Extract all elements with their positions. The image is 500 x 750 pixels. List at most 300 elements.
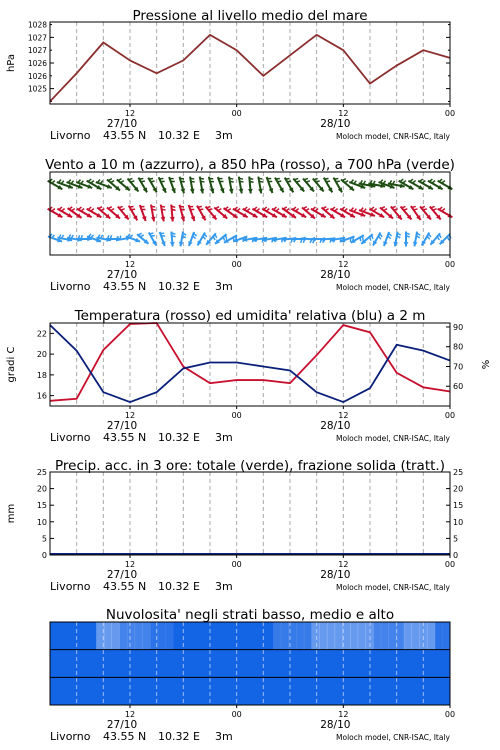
wind-arrow-barb: [78, 180, 81, 183]
wind-arrow-barb: [403, 181, 406, 184]
wind-arrow-barb: [383, 181, 386, 184]
wind-arrow: [383, 232, 391, 246]
wind-arrow-barb: [52, 209, 55, 212]
x-tick-label: 00: [444, 710, 456, 719]
wind-arrow-barb: [203, 236, 206, 239]
y-tick-label: 0: [41, 551, 47, 560]
cloud-cell: [327, 622, 335, 650]
location-alt: 3m: [215, 431, 233, 444]
wind-arrow-barb: [78, 207, 81, 210]
wind-arrow: [267, 177, 274, 193]
wind-arrow-barb: [108, 179, 111, 181]
wind-arrow-barb: [71, 209, 74, 211]
wind-arrow-barb: [380, 180, 383, 183]
wind-arrow-barb: [139, 178, 143, 179]
wind-arrow-barb: [259, 181, 263, 182]
wind-arrow-barb: [410, 179, 413, 182]
y-tick-label: 18: [36, 370, 47, 380]
wind-arrow-barb: [161, 206, 165, 207]
wind-arrow-barb: [162, 209, 166, 210]
cloud-cell: [296, 622, 304, 650]
wind-arrow-barb: [204, 234, 207, 237]
wind-arrow: [198, 233, 207, 246]
wind-arrow-barb: [254, 207, 257, 210]
x-tick-label: 12: [124, 109, 136, 118]
wind-arrow-barb: [141, 181, 145, 182]
location-name: Livorno: [50, 280, 91, 293]
wind-arrow: [170, 205, 176, 222]
wind-arrow-barb: [325, 178, 329, 179]
wind-arrow-barb: [68, 180, 71, 183]
wind-arrow-barb: [152, 209, 156, 210]
wind-arrow-barb: [59, 207, 62, 210]
wind-arrow-barb: [439, 234, 441, 237]
location-name: Livorno: [50, 129, 91, 142]
wind-arrow-barb: [276, 209, 279, 212]
model-credit: Moloch model, CNR-ISAC, Italy: [336, 132, 450, 141]
x-tick-label: 12: [338, 260, 349, 269]
wind-arrow-barb: [52, 181, 55, 184]
model-credit: Moloch model, CNR-ISAC, Italy: [336, 733, 450, 742]
wind-arrow-barb: [237, 209, 240, 212]
wind-arrow-barb: [190, 178, 194, 179]
wind-arrow-barb: [345, 181, 348, 183]
wind-arrow-barb: [61, 181, 64, 184]
cloud-cell: [165, 622, 173, 650]
location-lon: 10.32 E: [158, 431, 200, 444]
wind-arrow-barb: [380, 234, 383, 237]
wind-arrow-barb: [381, 207, 384, 209]
wind-arrow-barb: [429, 179, 432, 182]
x-tick-label: 12: [124, 710, 136, 719]
y-tick-label-right: 25: [453, 468, 464, 477]
x-date-label: 27/10: [106, 118, 138, 130]
location-lat: 43.55 N: [103, 580, 147, 593]
wind-arrow-barb: [172, 236, 176, 237]
wind-arrow-barb: [193, 236, 196, 239]
y-tick-label: 10: [36, 517, 47, 527]
wind-arrow-head: [248, 189, 253, 194]
wind-arrow-barb: [120, 236, 121, 240]
cloud-cell: [281, 622, 289, 650]
wind-arrow: [258, 177, 263, 194]
cloud-cell: [273, 622, 281, 650]
wind-arrow-head: [170, 217, 175, 222]
wind-arrow-barb: [413, 181, 416, 184]
x-tick-label: 12: [338, 560, 349, 569]
location-lon: 10.32 E: [158, 730, 200, 743]
wind-arrow: [179, 232, 186, 247]
wind-arrow-barb: [88, 234, 91, 237]
wind-arrow-barb: [216, 207, 219, 209]
x-date-label: 27/10: [106, 269, 138, 281]
wind-arrow: [139, 178, 148, 193]
wind-arrow-barb: [215, 234, 217, 237]
wind-arrow-barb: [227, 209, 230, 211]
cloud-cell: [388, 622, 396, 650]
wind-arrow: [209, 177, 215, 193]
wind-arrow: [401, 206, 412, 219]
y-tick-label: 1027: [27, 33, 47, 43]
y-axis-label: gradi C: [6, 346, 17, 383]
location-name: Livorno: [50, 580, 91, 593]
location-alt: 3m: [215, 730, 233, 743]
wind-arrow: [180, 205, 186, 221]
x-tick-label: 00: [231, 560, 242, 569]
wind-arrow-barb: [230, 181, 234, 182]
wind-arrow-barb: [370, 237, 371, 241]
y-tick-label: 25: [36, 468, 47, 477]
cloud-cell: [304, 622, 312, 650]
wind-arrow-barb: [388, 236, 391, 239]
cloud-cell: [319, 622, 327, 650]
wind-arrow-barb: [249, 178, 253, 179]
wind-arrow: [218, 177, 225, 193]
wind-arrow: [197, 206, 206, 221]
wind-arrow-barb: [151, 181, 155, 182]
wind-arrow-barb: [140, 235, 143, 237]
x-tick-label: 00: [231, 260, 242, 269]
wind-arrow-barb: [427, 236, 430, 239]
y-axis-label: mm: [6, 503, 17, 524]
wind-arrow: [169, 177, 176, 193]
wind-arrow-barb: [149, 178, 153, 179]
wind-arrow-barb: [100, 181, 103, 184]
wind-arrow-barb: [225, 207, 228, 209]
location-lon: 10.32 E: [158, 580, 200, 593]
x-tick-label: 12: [338, 411, 349, 420]
y-tick-label-right: 20: [453, 484, 464, 494]
wind-arrow-barb: [244, 207, 247, 210]
wind-arrow-barb: [442, 209, 445, 212]
wind-arrow-barb: [88, 207, 91, 210]
wind-arrow-barb: [52, 235, 55, 238]
wind-arrow-barb: [433, 209, 437, 210]
y-axis-label-right: %: [481, 359, 492, 370]
cloud-cell: [350, 622, 358, 650]
wind-arrow-barb: [412, 206, 416, 207]
location-lat: 43.55 N: [103, 129, 147, 142]
wind-arrow-barb: [199, 209, 203, 210]
model-credit: Moloch model, CNR-ISAC, Italy: [336, 583, 450, 592]
wind-arrow-barb: [294, 178, 298, 179]
cloud-cell: [104, 622, 112, 650]
model-credit: Moloch model, CNR-ISAC, Italy: [336, 283, 450, 292]
wind-arrow-barb: [276, 178, 280, 179]
wind-arrow-barb: [277, 181, 281, 182]
wind-arrow-barb: [69, 207, 72, 209]
wind-arrow-barb: [273, 207, 276, 210]
wind-arrow-head: [170, 242, 175, 247]
y-tick-label-right: 10: [453, 517, 464, 527]
wind-arrow-barb: [191, 181, 195, 182]
wind-arrow-barb: [218, 209, 221, 211]
wind-arrow-barb: [239, 178, 243, 179]
wind-arrow: [373, 233, 382, 246]
x-tick-label: 12: [124, 411, 136, 420]
y-tick-label-right: 0: [453, 551, 459, 560]
wind-arrow-barb: [286, 178, 290, 179]
wind-arrow-barb: [342, 179, 345, 181]
wind-arrow-barb: [354, 181, 357, 184]
cloud-cell: [142, 622, 150, 650]
wind-arrow-barb: [296, 209, 299, 212]
wind-arrow-barb: [131, 181, 135, 182]
wind-arrow-barb: [198, 206, 202, 207]
wind-arrow-barb: [432, 181, 435, 184]
wind-arrow-barb: [447, 237, 449, 241]
wind-arrow-barb: [378, 236, 381, 239]
wind-arrow: [159, 177, 167, 192]
wind-arrow-barb: [250, 181, 254, 182]
panel-title: Precip. acc. in 3 ore: totale (verde), frazione solida (tratt.): [55, 458, 445, 474]
y-tick-label: 16: [36, 391, 47, 401]
y-axis-label: hPa: [6, 53, 17, 73]
x-tick-label: 00: [231, 411, 242, 420]
wind-arrow: [140, 205, 147, 221]
y-tick-label: 1027: [27, 46, 47, 56]
model-credit: Moloch model, CNR-ISAC, Italy: [336, 434, 450, 443]
wind-arrow: [161, 205, 166, 222]
wind-arrow-barb: [150, 233, 154, 234]
wind-arrow-barb: [257, 209, 260, 212]
wind-arrow-barb: [119, 206, 123, 207]
wind-arrow: [420, 206, 431, 219]
wind-arrow-barb: [108, 207, 111, 209]
wind-arrow: [248, 177, 254, 194]
y-tick-label-right: 80: [453, 342, 464, 352]
wind-arrow-barb: [58, 180, 61, 183]
panel-title: Vento a 10 m (azzurro), a 850 hPa (rosso), a 700 hPa (verde): [45, 157, 455, 173]
wind-arrow-barb: [151, 206, 155, 207]
cloud-cell: [112, 622, 120, 650]
x-tick-label: 00: [444, 260, 456, 269]
y-tick-label-right: 15: [453, 501, 464, 511]
x-tick-label: 12: [124, 560, 136, 569]
cloud-cell: [335, 622, 343, 650]
wind-arrow-barb: [420, 179, 423, 182]
wind-arrow-barb: [200, 178, 204, 179]
wind-arrow-barb: [172, 209, 176, 210]
location-alt: 3m: [215, 280, 233, 293]
wind-arrow: [275, 178, 284, 193]
wind-arrow-barb: [111, 209, 114, 211]
location-alt: 3m: [215, 580, 233, 593]
y-tick-label: 5: [41, 534, 47, 544]
wind-arrow: [200, 177, 205, 194]
wind-arrow-barb: [225, 235, 226, 239]
x-tick-label: 12: [338, 710, 349, 719]
wind-arrow-barb: [389, 233, 392, 236]
wind-arrow: [188, 232, 196, 246]
cloud-cell: [435, 622, 443, 650]
y-tick-label: 1026: [27, 71, 47, 81]
x-tick-label: 00: [444, 109, 456, 118]
wind-arrow-barb: [213, 236, 215, 239]
wind-arrow-barb: [71, 181, 74, 184]
cloud-cell: [365, 622, 373, 650]
wind-arrow-barb: [363, 209, 366, 212]
location-alt: 3m: [215, 129, 233, 142]
wind-arrow-barb: [442, 181, 445, 184]
wind-arrow-barb: [171, 206, 175, 207]
cloud-cell: [358, 622, 366, 650]
wind-arrow-barb: [118, 179, 121, 181]
wind-arrow-barb: [392, 206, 396, 207]
wind-arrow-barb: [312, 207, 315, 210]
x-tick-label: 12: [124, 260, 136, 269]
wind-arrow-barb: [371, 207, 374, 210]
wind-arrow-barb: [151, 236, 155, 237]
wind-arrow-barb: [264, 207, 267, 210]
wind-arrow-barb: [335, 209, 338, 212]
wind-arrow-barb: [315, 209, 318, 212]
cloud-cell: [427, 622, 435, 650]
wind-arrow-barb: [437, 236, 439, 239]
wind-arrow-barb: [323, 207, 326, 209]
wind-arrow-barb: [223, 237, 224, 241]
wind-arrow: [313, 178, 324, 191]
location-lat: 43.55 N: [103, 280, 147, 293]
wind-arrow-barb: [306, 181, 310, 182]
wind-arrow-barb: [130, 206, 134, 207]
location-lon: 10.32 E: [158, 129, 200, 142]
wind-arrow: [239, 177, 244, 194]
wind-arrow-barb: [439, 179, 442, 182]
wind-arrow-barb: [431, 206, 435, 207]
wind-arrow: [413, 232, 420, 247]
x-date-label: 28/10: [320, 719, 351, 731]
wind-arrow-barb: [332, 207, 335, 210]
wind-arrow-barb: [344, 209, 347, 212]
wind-arrow-barb: [400, 179, 403, 182]
x-date-label: 28/10: [320, 569, 351, 581]
location-lon: 10.32 E: [158, 280, 200, 293]
wind-arrow-barb: [351, 208, 354, 211]
y-tick-label-right: 90: [453, 322, 464, 332]
x-date-label: 27/10: [106, 420, 138, 432]
wind-arrow-barb: [91, 235, 94, 238]
wind-arrow-barb: [303, 207, 306, 209]
wind-arrow-barb: [421, 206, 425, 207]
wind-arrow-barb: [81, 209, 84, 212]
wind-arrow-barb: [194, 233, 197, 236]
x-tick-label: 00: [231, 109, 242, 118]
wind-arrow-barb: [209, 209, 213, 210]
temperature-line: [50, 323, 450, 401]
wind-arrow-barb: [129, 178, 133, 179]
wind-arrow-barb: [414, 209, 418, 210]
x-tick-label: 00: [444, 560, 456, 569]
wind-arrow-barb: [62, 209, 65, 212]
cloud-cell: [312, 622, 320, 650]
wind-arrow-head: [404, 242, 409, 246]
wind-arrow-barb: [336, 181, 340, 182]
x-date-label: 27/10: [106, 569, 138, 581]
wind-arrow-barb: [287, 181, 291, 182]
wind-arrow-barb: [374, 209, 377, 212]
wind-arrow-barb: [121, 209, 125, 210]
wind-arrow-barb: [99, 207, 102, 209]
wind-arrow-barb: [117, 236, 118, 240]
wind-arrow-barb: [361, 208, 364, 211]
x-tick-label: 00: [444, 411, 456, 420]
x-tick-label: 00: [231, 710, 242, 719]
wind-arrow-barb: [351, 180, 354, 183]
wind-arrow-barb: [91, 181, 94, 184]
wind-arrow-barb: [360, 237, 361, 241]
wind-arrow-barb: [240, 181, 244, 182]
wind-arrow-barb: [171, 233, 175, 234]
wind-arrow: [404, 232, 410, 247]
panel-title: Pressione al livello medio del mare: [132, 8, 368, 24]
wind-arrow-barb: [111, 181, 114, 183]
wind-arrow-barb: [131, 209, 135, 210]
y-tick-label-right: 70: [453, 362, 464, 372]
cloud-cell: [158, 622, 166, 650]
wind-arrow: [190, 177, 195, 194]
wind-arrow: [137, 233, 148, 244]
wind-arrow-barb: [404, 209, 408, 210]
y-tick-label: 1026: [27, 59, 47, 68]
x-tick-label: 12: [338, 109, 349, 118]
wind-arrow: [334, 178, 343, 193]
y-tick-label: 20: [36, 484, 47, 494]
location-lat: 43.55 N: [103, 431, 147, 444]
wind-arrow-barb: [201, 181, 205, 182]
wind-arrow-barb: [293, 207, 296, 210]
wind-arrow-barb: [372, 235, 373, 239]
wind-arrow: [151, 205, 156, 222]
wind-arrow-barb: [304, 178, 308, 179]
x-date-label: 28/10: [320, 420, 351, 432]
y-tick-label: 22: [36, 329, 47, 339]
x-date-label: 28/10: [320, 118, 351, 130]
wind-arrow: [180, 177, 186, 193]
y-tick-label: 15: [36, 501, 47, 511]
wind-arrow: [129, 206, 138, 221]
cloud-cell: [373, 622, 381, 650]
wind-arrow: [430, 233, 441, 244]
cloud-cell: [127, 622, 135, 650]
wind-arrow-barb: [286, 209, 289, 211]
pressure-line: [50, 35, 450, 102]
wind-arrow: [411, 206, 421, 220]
wind-arrow-barb: [283, 207, 286, 209]
wind-arrow: [148, 178, 157, 193]
wind-arrow-barb: [266, 209, 269, 212]
wind-arrow: [324, 178, 333, 193]
wind-arrow-barb: [91, 209, 94, 212]
wind-arrow-barb: [97, 180, 100, 183]
wind-arrow-barb: [81, 181, 84, 184]
wind-arrow-barb: [296, 181, 300, 182]
wind-arrow-barb: [422, 181, 425, 184]
x-date-label: 28/10: [320, 269, 351, 281]
wind-arrow: [189, 205, 196, 221]
wind-arrow-barb: [120, 181, 123, 183]
cloud-cell: [381, 622, 389, 650]
x-date-label: 27/10: [106, 719, 138, 731]
cloud-cell: [404, 622, 412, 650]
wind-arrow: [160, 232, 166, 246]
panel-title: Temperatura (rosso) ed umidita' relativa (blu) a 2 m: [74, 308, 426, 324]
location-lat: 43.55 N: [103, 730, 147, 743]
wind-arrow: [303, 178, 314, 191]
wind-arrow: [149, 233, 157, 246]
y-tick-label-right: 60: [453, 382, 464, 392]
wind-arrow-barb: [362, 236, 363, 240]
